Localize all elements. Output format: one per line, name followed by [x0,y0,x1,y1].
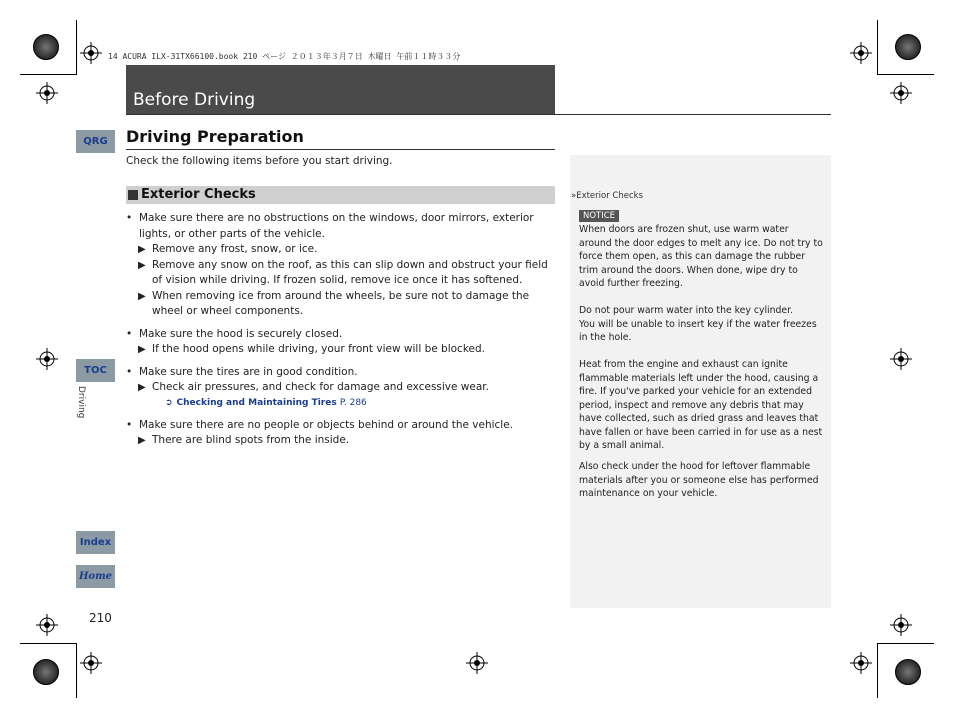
section-rule [126,149,555,150]
sidebar-paragraph: Do not pour warm water into the key cylinder. You will be unable to insert key if the water freezes in the hole. [579,305,817,343]
chapter-side-label: Driving [76,386,86,419]
sub-item: ▶ If the hood opens while driving, your front view will be blocked. [126,342,556,358]
index-tab[interactable]: Index [76,531,115,554]
registration-mark-icon [80,652,102,674]
list-item: • Make sure there are no obstructions on the windows, door mirrors, exterior lights, or other parts of the vehicle. [126,212,534,240]
registration-mark-icon [466,652,488,674]
toc-tab[interactable]: TOC [76,359,115,382]
square-bullet-icon [128,190,138,200]
bullet-icon: • [126,365,133,378]
sub-item: ▶ When removing ice from around the wheels, be sure not to damage the wheel or wheel components. [138,289,530,317]
registration-mark-icon [890,82,912,104]
arrow-right-icon: ▶ [138,435,146,446]
color-rosette-icon [33,659,59,685]
cross-reference-link[interactable]: ➲ Checking and Maintaining Tires P. 286 [165,397,367,408]
color-rosette-icon [895,659,921,685]
sub-item: ▶ There are blind spots from the inside. [126,433,556,449]
color-rosette-icon [33,34,59,60]
registration-mark-icon [36,348,58,370]
arrow-right-icon: ▶ [138,344,146,355]
arrow-right-icon: ▶ [138,259,146,271]
page-number: 210 [89,611,112,625]
sub-item: ▶ Check air pressures, and check for damage and excessive wear. [126,380,556,396]
sidebar-paragraph: Heat from the engine and exhaust can ignite flammable materials left under the hood, causing a fire. If you've parked your vehicle for an extended period, inspect and remove any debris that may have collected, such as dried grass and leaves that have fallen or have been carried in for use as a nest by a small animal. [579,359,823,451]
registration-mark-icon [890,614,912,636]
arrow-right-icon: ▶ [138,382,146,393]
notice-text: When doors are frozen shut, use warm water around the door edges to melt any ice. Do not try to force them open, as this can damage the rubber trim around the doors. When done, wipe dry to avoid further freezing. [579,224,823,289]
header-rule [126,114,831,115]
qrg-tab[interactable]: QRG [76,130,115,153]
notice-badge: NOTICE [579,210,619,222]
arrow-right-icon: ▶ [138,244,146,255]
list-item: • Make sure the tires are in good condition. [126,365,556,381]
intro-text: Check the following items before you start driving. [126,155,393,167]
list-item: • Make sure the hood is securely closed. [126,327,556,343]
bullet-icon: • [126,212,133,224]
color-rosette-icon [895,34,921,60]
sidebar-heading: »Exterior Checks [571,191,643,201]
list-item: • Make sure there are no people or objects behind or around the vehicle. [126,418,556,434]
registration-mark-icon [850,42,872,64]
registration-mark-icon [850,652,872,674]
registration-mark-icon [80,42,102,64]
double-arrow-icon: » [571,191,577,201]
sub-item: ▶ Remove any snow on the roof, as this can slip down and obstruct your field of vision while driving. If frozen solid, remove ice once it has softened. [138,258,548,286]
link-arrow-icon: ➲ [165,397,173,408]
sidebar-paragraph: Also check under the hood for leftover flammable materials after you or someone else has performed maintenance on your vehicle. [579,461,819,499]
section-title: Driving Preparation [126,127,304,146]
registration-mark-icon [36,82,58,104]
home-tab[interactable]: Home [76,565,115,588]
registration-mark-icon [36,614,58,636]
checks-list [126,211,556,449]
bullet-icon: • [126,327,133,340]
chapter-title: Before Driving [133,90,256,110]
subsection-title: Exterior Checks [141,187,256,202]
arrow-right-icon: ▶ [138,290,146,302]
registration-mark-icon [890,348,912,370]
sub-item: ▶ Remove any frost, snow, or ice. [126,242,556,258]
print-header: 14 ACURA ILX-31TX66100.book 210 ページ ２０１３年３月７日 木曜日 午前１１時３３分 [108,52,461,61]
bullet-icon: • [126,418,133,431]
